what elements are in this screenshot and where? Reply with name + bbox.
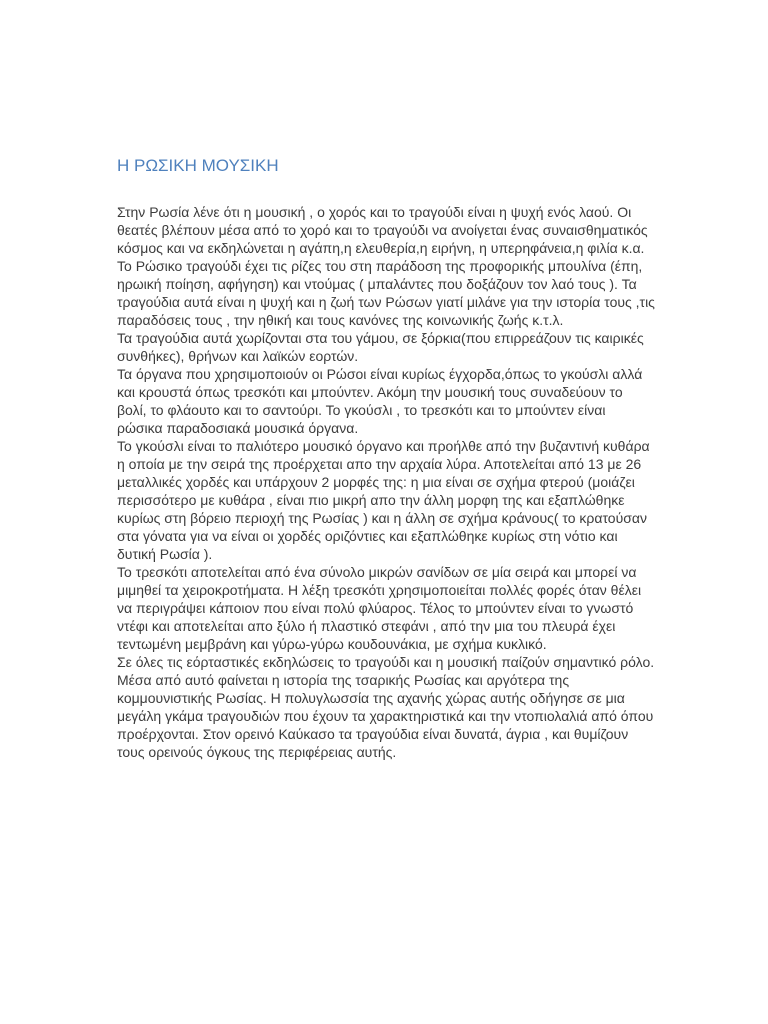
- body-text-line: Μέσα από αυτό φαίνεται η ιστορία της τσαρικής Ρωσίας και αργότερα της: [117, 672, 570, 688]
- body-text-line: να περιγράψει κάποιον που είναι πολύ φλύαρος. Τέλος το μπούντεν είναι το γνωστό: [117, 600, 634, 616]
- body-text-line: μεταλλικές χορδές και υπάρχουν 2 μορφές της: η μια είναι σε σχήμα φτερού (μοιάζει: [117, 474, 635, 490]
- body-text-line: ηρωική ποίηση, αφήγηση) και ντούμας ( μπαλάντες που δοξάζουν τον λαό τους ). Τα: [117, 276, 637, 292]
- body-text-line: ρώσικα παραδοσιακά μουσικά όργανα.: [117, 420, 359, 436]
- body-text-line: Τα τραγούδια αυτά χωρίζονται στα του γάμου, σε ξόρκια(που επιρρεάζουν τις καιρικές: [117, 330, 644, 346]
- body-text-line: περισσότερο με κυθάρα , είναι πιο μικρή απο την άλλη μορφη της και εξαπλώθηκε: [117, 492, 625, 508]
- body-text-line: θεατές βλέπουν μέσα από το χορό και το τραγούδι να ανοίγεται ένας συναισθηματικός: [117, 222, 648, 238]
- body-text-line: κόσμος και να εκδηλώνεται η αγάπη,η ελευθερία,η ειρήνη, η υπερηφάνεια,η φιλία κ.α.: [117, 240, 645, 256]
- body-text-line: Στην Ρωσία λένε ότι η μουσική , ο χορός και το τραγούδι είναι η ψυχή ενός λαού. Οι: [117, 204, 632, 220]
- body-text-line: μεγάλη γκάμα τραγουδιών που έχουν τα χαρακτηριστικά και την ντοπιολαλιά από όπου: [117, 708, 654, 724]
- body-text-line: παραδόσεις τους , την ηθική και τους κανόνες της κοινωνικής ζωής κ.τ.λ.: [117, 312, 564, 328]
- body-text-line: στα γόνατα για να είναι οι χορδές οριζόντιες και εξαπλώθηκε κυρίως στη νότιο και: [117, 528, 618, 544]
- body-text-line: Το γκούσλι είναι το παλιότερο μουσικό όργανο και προήλθε από την βυζαντινή κυθάρα: [117, 438, 650, 454]
- body-text-line: δυτική Ρωσία ).: [117, 546, 213, 562]
- body-text-line: και κρουστά όπως τρεσκότι και μπούντεν. Ακόμη την μουσική τους συναδεύουν το: [117, 384, 623, 400]
- document-body: [117, 203, 719, 761]
- body-text-line: προέρχονται. Στον ορεινό Καύκασο τα τραγούδια είναι δυνατά, άγρια , και θυμίζουν: [117, 726, 629, 742]
- body-text-line: τους ορεινούς όγκους της περιφέρειας αυτής.: [117, 744, 397, 760]
- body-text-line: Το τρεσκότι αποτελείται από ένα σύνολο μικρών σανίδων σε μία σειρά και μπορεί να: [117, 564, 637, 580]
- body-text-line: κομμουνιστικής Ρωσίας. Η πολυγλωσσία της αχανής χώρας αυτής οδήγησε σε μια: [117, 690, 625, 706]
- body-text-line: συνθήκες), θρήνων και λαϊκών εορτών.: [117, 348, 359, 364]
- body-text-line: Το Ρώσικο τραγούδι έχει τις ρίζες του στη παράδοση της προφορικής μπουλίνα (έπη,: [117, 258, 643, 274]
- body-text-line: μιμηθεί τα χειροκροτήματα. Η λέξη τρεσκότι χρησιμοποιείται πολλές φορές όταν θέλει: [117, 582, 642, 598]
- body-text-line: βολί, το φλάουτο και το σαντούρι. Το γκούσλι , το τρεσκότι και το μπούντεν είναι: [117, 402, 606, 418]
- body-text-line: Τα όργανα που χρησιμοποιούν οι Ρώσοι είναι κυρίως έγχορδα,όπως το γκούσλι αλλά: [117, 366, 643, 382]
- body-text-line: τραγούδια αυτά είναι η ψυχή και η ζωή των Ρώσων γιατί μιλάνε για την ιστορία τους ,τις: [117, 294, 655, 310]
- body-text-line: τεντωμένη μεμβράνη και γύρω-γύρω κουδουνάκια, με σχήμα κυκλικό.: [117, 636, 547, 652]
- body-text-line: η οποία με την σειρά της προέρχεται απο την αρχαία λύρα. Αποτελείται από 13 με 26: [117, 456, 642, 472]
- body-text-line: ντέφι και αποτελείται απο ξύλο ή πλαστικό στεφάνι , από την μια του πλευρά έχει: [117, 618, 616, 634]
- body-text-line: κυρίως στη βόρειο περιοχή της Ρωσίας ) και η άλλη σε σχήμα κράνους( το κρατούσαν: [117, 510, 647, 526]
- body-text-line: Σε όλες τις εόρταστικές εκδηλώσεις το τραγούδι και η μουσική παίζούν σημαντικό ρόλο.: [117, 654, 655, 670]
- document-title: Η ΡΩΣΙΚΗ ΜΟΥΣΙΚΗ: [117, 156, 279, 175]
